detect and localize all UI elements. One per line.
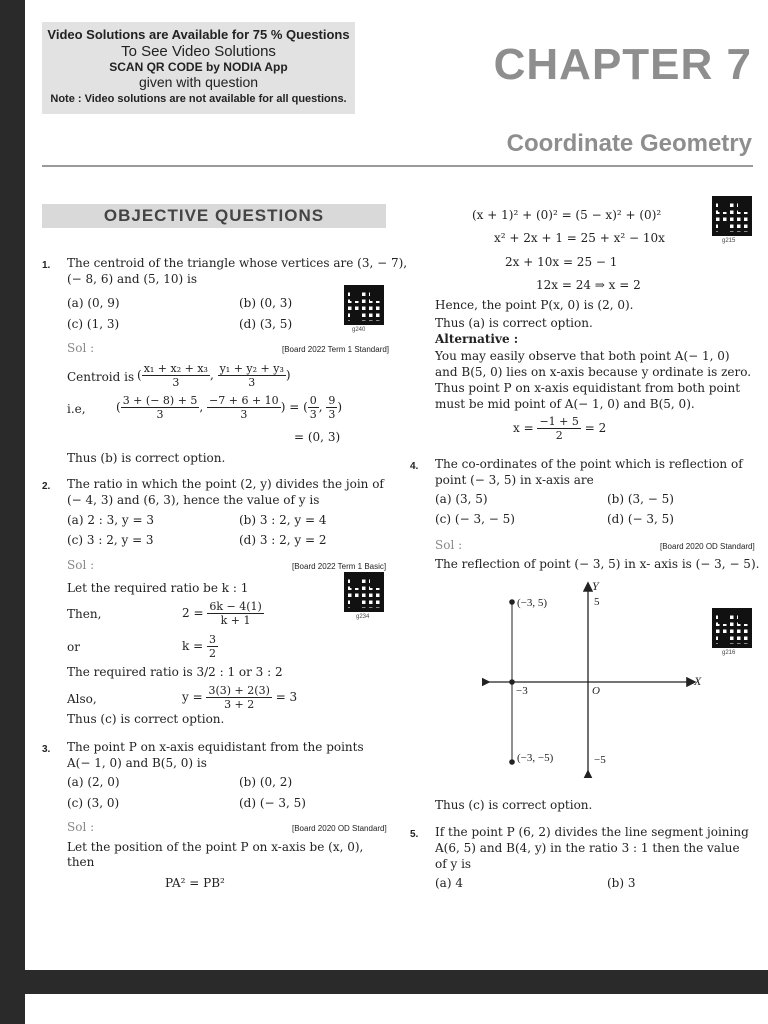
qr-id: g215 xyxy=(722,238,736,244)
frac-num: 9 xyxy=(328,394,336,407)
centroid-formula: ( $\frac{\text{x₁ + x₂ + x₃}}{3}$ , $\frac{\text{y₁ + y₂ + y₃}}{3}$ ) xyxy=(137,362,291,389)
centroid-result: = (0, 3) xyxy=(294,430,341,444)
board-tag: [Board 2022 Term 1 Standard] xyxy=(282,345,390,354)
solution-line: Hence, the point P(x, 0) is (2, 0). xyxy=(435,298,634,312)
option-d: (d) (− 3, 5) xyxy=(239,796,306,810)
equation-line: (x + 1)² + (0)² = (5 − x)² + (0)² xyxy=(472,208,662,222)
frac-num: −1 + 5 xyxy=(539,415,579,428)
point-bottom-label: (−3, −5) xyxy=(517,752,554,764)
ratio-equation xyxy=(182,600,264,627)
equation-lhs: 2 = xyxy=(182,606,204,620)
centroid-label: Centroid is xyxy=(67,370,135,384)
question-text: (− 4, 3) and (6, 3), hence the value of y is xyxy=(67,493,320,507)
frac-den: 3 xyxy=(309,408,317,421)
board-tag: [Board 2020 OD Standard] xyxy=(292,824,387,833)
frac-num: 3 xyxy=(208,633,216,646)
frac-den: 2 xyxy=(208,647,216,660)
option-a: (a) (0, 9) xyxy=(67,296,120,310)
frac-num: 3(3) + 2(3) xyxy=(208,684,270,697)
left-margin-bar xyxy=(0,0,25,1024)
point-bottom xyxy=(509,759,515,765)
question-number: 5. xyxy=(410,829,419,840)
equation-line: 2x + 10x = 25 − 1 xyxy=(505,255,618,269)
equation-rhs: = 2 xyxy=(584,421,607,435)
frac-den: 3 xyxy=(156,408,164,421)
chapter-subtitle: Coordinate Geometry xyxy=(506,130,752,157)
chapter-title: CHAPTER 7 xyxy=(493,40,752,89)
option-c: (c) (3, 0) xyxy=(67,796,120,810)
solution-label: Sol : xyxy=(67,341,95,355)
question-number: 2. xyxy=(42,481,51,492)
equation-line: 12x = 24 ⇒ x = 2 xyxy=(536,278,641,292)
tick-x: −3 xyxy=(516,685,528,697)
point-origin-intersect xyxy=(509,679,515,685)
x-axis-label: X xyxy=(694,674,702,688)
y-equation xyxy=(182,684,297,711)
qr-code-icon[interactable] xyxy=(344,572,384,612)
board-tag: [Board 2022 Term 1 Basic] xyxy=(292,562,387,571)
alternative-heading: Alternative : xyxy=(435,332,519,346)
frac-den: k + 1 xyxy=(220,614,251,627)
option-b: (b) 3 xyxy=(607,876,636,890)
frac-den: 3 xyxy=(240,408,248,421)
ratio-text: The required ratio is 3/2 : 1 or 3 : 2 xyxy=(67,665,283,679)
centroid-substitution: ( $\frac{3 + (- 8) + 5}{3}$ , $\frac{-7 + 6 + 10}{3}$ ) = ( $\frac{0}{3}$ , $\frac{9}{3}$ ) xyxy=(116,394,343,421)
notice-line-1: Video Solutions are Available for 75 % Questions xyxy=(47,27,350,42)
qr-id: g240 xyxy=(352,327,366,333)
question-text: A(− 1, 0) and B(5, 0) is xyxy=(67,756,207,770)
board-tag: [Board 2020 OD Standard] xyxy=(660,542,755,551)
question-number: 3. xyxy=(42,744,51,755)
question-text: The ratio in which the point (2, y) divides the join of xyxy=(67,477,384,491)
equation-lhs: k = xyxy=(182,639,204,653)
qr-id: g216 xyxy=(722,650,736,656)
question-text: The point P on x-axis equidistant from the points xyxy=(67,740,364,754)
k-equation xyxy=(182,633,218,660)
qr-code-icon[interactable] xyxy=(712,608,752,648)
option-d: (d) (− 3, 5) xyxy=(607,512,674,526)
ie-label: i.e, xyxy=(67,402,86,416)
midpoint-equation xyxy=(513,415,606,442)
frac-den: 2 xyxy=(555,429,563,442)
frac-den: 3 + 2 xyxy=(224,698,255,711)
frac-num: −7 + 6 + 10 xyxy=(209,394,279,407)
alternative-line: You may easily observe that both point A(− 1, 0) xyxy=(435,349,730,363)
then-label: Then, xyxy=(67,607,102,621)
or-label: or xyxy=(67,640,80,654)
notice-line-2: To See Video Solutions xyxy=(121,43,276,60)
tick-y-bottom: −5 xyxy=(594,754,606,766)
frac-num: 0 xyxy=(309,394,317,407)
frac-num: 3 + (− 8) + 5 xyxy=(122,394,198,407)
frac-den: 3 xyxy=(172,376,180,389)
section-heading: OBJECTIVE QUESTIONS xyxy=(42,204,386,228)
question-text: point (− 3, 5) in x-axis are xyxy=(435,473,594,487)
equation-lhs: x = xyxy=(513,421,534,435)
option-d: (d) (3, 5) xyxy=(239,317,293,331)
question-text: (− 8, 6) and (5, 10) is xyxy=(67,272,198,286)
option-a: (a) (2, 0) xyxy=(67,775,120,789)
option-a: (a) 2 : 3, y = 3 xyxy=(67,513,154,527)
question-number: 1. xyxy=(42,260,51,271)
frac-num: 6k − 4(1) xyxy=(209,600,262,613)
notice-line-3: SCAN QR CODE by NODIA App xyxy=(109,60,288,74)
qr-code-icon[interactable] xyxy=(344,285,384,325)
option-b: (b) 3 : 2, y = 4 xyxy=(239,513,327,527)
question-text: The co-ordinates of the point which is reflection of xyxy=(435,457,743,471)
question-text: of y is xyxy=(435,857,472,871)
point-top-label: (−3, 5) xyxy=(517,597,548,609)
solution-label: Sol : xyxy=(67,558,95,572)
qr-code-icon[interactable] xyxy=(712,196,752,236)
equation-rhs: = 3 xyxy=(275,690,298,704)
option-b: (b) (0, 2) xyxy=(239,775,293,789)
solution-label: Sol : xyxy=(67,820,95,834)
option-a: (a) 4 xyxy=(435,876,463,890)
alternative-line: must be mid point of A(− 1, 0) and B(5, 0). xyxy=(435,397,695,411)
conclusion: Thus (c) is correct option. xyxy=(435,798,593,812)
frac-den: 3 xyxy=(328,408,336,421)
tick-y-top: 5 xyxy=(594,596,600,608)
equation-lhs: y = xyxy=(182,690,203,704)
qr-id: g234 xyxy=(356,614,370,620)
also-label: Also, xyxy=(67,692,97,706)
frac-den: 3 xyxy=(248,376,256,389)
equals: = xyxy=(289,400,300,414)
question-text: If the point P (6, 2) divides the line segment joining xyxy=(435,825,749,839)
bottom-footer-bar xyxy=(25,970,768,994)
question-number: 4. xyxy=(410,461,419,472)
option-a: (a) (3, 5) xyxy=(435,492,488,506)
solution-line: then xyxy=(67,855,95,869)
conclusion: Thus (b) is correct option. xyxy=(67,451,226,465)
question-text: A(6, 5) and B(4, y) in the ratio 3 : 1 then the value xyxy=(435,841,740,855)
alternative-line: Thus point P on x-axis equidistant from both point xyxy=(435,381,741,395)
alternative-line: and B(5, 0) lies on x-axis because y ordinate is zero. xyxy=(435,365,752,379)
solution-line: Let the position of the point P on x-axis be (x, 0), xyxy=(67,840,364,854)
solution-line: Thus (a) is correct option. xyxy=(435,316,593,330)
option-b: (b) (3, − 5) xyxy=(607,492,674,506)
frac-num: y₁ + y₂ + y₃ xyxy=(219,362,284,375)
origin-label: O xyxy=(592,685,600,697)
question-text: The centroid of the triangle whose vertices are (3, − 7), xyxy=(67,256,408,270)
frac-num: x₁ + x₂ + x₃ xyxy=(143,362,208,375)
option-c: (c) (− 3, − 5) xyxy=(435,512,515,526)
notice-line-4: given with question xyxy=(138,74,259,90)
conclusion: Thus (c) is correct option. xyxy=(67,712,225,726)
video-solutions-notice xyxy=(42,22,355,114)
header-divider xyxy=(42,165,753,167)
y-axis-label: Y xyxy=(592,579,599,593)
reflection-graph xyxy=(482,578,712,778)
option-c: (c) 3 : 2, y = 3 xyxy=(67,533,154,547)
option-c: (c) (1, 3) xyxy=(67,317,120,331)
option-b: (b) (0, 3) xyxy=(239,296,293,310)
point-top xyxy=(509,599,515,605)
distance-equation: PA² = PB² xyxy=(165,876,225,890)
notice-line-5: Note : Video solutions are not available for all questions. xyxy=(50,93,347,105)
solution-line: The reflection of point (− 3, 5) in x- axis is (− 3, − 5). xyxy=(435,557,760,571)
equation-line: x² + 2x + 1 = 25 + x² − 10x xyxy=(494,231,665,245)
option-d: (d) 3 : 2, y = 2 xyxy=(239,533,327,547)
solution-line: Let the required ratio be k : 1 xyxy=(67,581,249,595)
solution-label: Sol : xyxy=(435,538,463,552)
